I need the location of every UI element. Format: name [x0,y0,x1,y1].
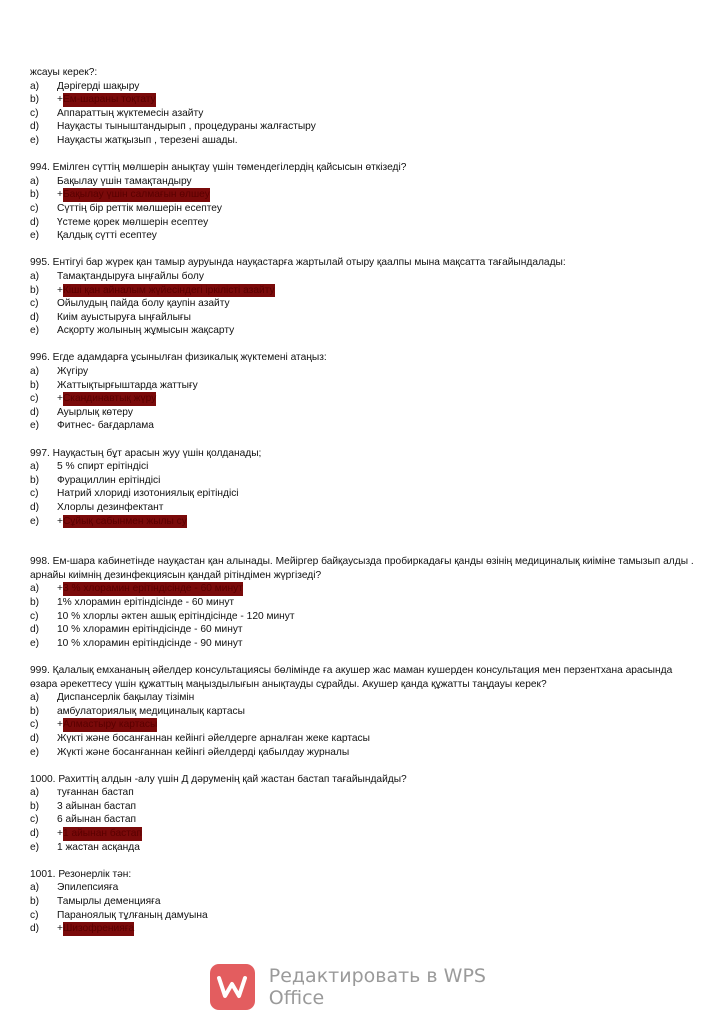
answer-option [30,582,694,596]
option-text: Бақылау үшін тамақтандыру [57,175,192,187]
option-text: Асқорту жолының жұмысын жақсарту [57,325,235,337]
option-text: Науқасты жатқызып , терезені ашады. [57,134,238,146]
correct-answer-highlight: Шизофренияға [62,923,135,935]
option-text: Киім ауыстыруға ыңғайлығы [57,311,191,323]
option-letter: a) [30,270,40,282]
option-letter: a) [30,175,40,187]
option-text: Жүгіру [57,366,89,378]
correct-marker: + [57,583,63,595]
answer-option [30,175,694,189]
correct-answer-highlight: Ем-шараны тоқтату [62,94,156,106]
option-text: Ойылудың пайда болу қаупін азайту [57,298,230,310]
option-letter: d) [30,406,40,418]
correct-answer-highlight: Кіші қан айналым жүйесіндегі іркілісті азайту [62,284,275,296]
answer-option [30,80,694,94]
option-letter: a) [30,366,40,378]
answer-option [30,107,694,121]
option-letter: c) [30,107,39,119]
option-letter: a) [30,80,40,92]
answer-option [30,895,694,909]
answer-option [30,800,694,814]
answer-option [30,827,694,841]
option-text: Диспансерлік бақылау тізімін [57,692,195,704]
correct-marker: + [57,94,63,106]
quiz-page [30,66,694,936]
option-text: Дәрігерді шақыру [57,80,140,92]
question-block [30,256,694,338]
option-letter: d) [30,502,40,513]
option-letter: c) [30,610,39,622]
option-letter: e) [30,746,40,758]
option-letter: d) [30,624,40,636]
question-text: 1001. Резонерлік тән: [30,868,132,880]
question-text: 997. Науқастың бұт арасын жуу үшін қолданады; [30,447,262,459]
wps-logo-icon [210,964,255,1010]
correct-marker: + [57,189,63,201]
option-letter: e) [30,325,40,337]
question-text: 1000. Рахиттің алдын -алу үшін Д дәруменің қай жастан бастап тағайындайды? [30,773,407,785]
answer-option [30,216,694,230]
option-letter: c) [30,488,39,500]
answer-option [30,637,694,651]
correct-marker: + [57,393,63,405]
option-text: 3 айынан бастап [57,800,137,812]
option-letter: d) [30,216,40,228]
option-letter: a) [30,882,40,894]
answer-option [30,623,694,637]
answer-option [30,365,694,379]
option-text: Ауырлық көтеру [57,406,133,418]
question-block [30,773,694,855]
option-text: Фурациллин ерітіндісі [57,474,161,486]
question-continuation: жсауы керек?: [30,67,98,78]
answer-option [30,229,694,243]
question-block [30,664,694,759]
answer-option [30,324,694,338]
option-text: Параноялық тұлғаның дамуына [57,909,208,921]
answer-option [30,284,694,298]
option-letter: b) [30,896,40,908]
answer-option [30,501,694,515]
answer-option [30,202,694,216]
answer-option [30,474,694,488]
correct-answer-highlight: Скандинавтық жүру [62,393,157,405]
correct-marker: + [57,284,63,296]
option-text: Науқасты тыныштандырып , процедураны жалғастыру [57,121,316,133]
answer-option [30,705,694,719]
answer-option [30,732,694,746]
answer-option [30,379,694,393]
answer-option [30,188,694,202]
option-letter: c) [30,814,39,826]
option-letter: b) [30,474,40,486]
option-letter: c) [30,298,39,310]
option-letter: b) [30,596,40,608]
option-text: 1 жастан асқанда [57,841,140,853]
option-letter: e) [30,134,40,146]
option-letter: b) [30,379,40,391]
question-text: 999. Қалалық емхананың әйелдер консультациясы бөлімінде ға акушер жас маман кушерден консультация мен перзентхана арасында өзара әрекеттесу үшін құжаттың маңыздылығын анықтауды сұрайды. Акушер қанда құжатты таңдауы керек? [30,664,673,690]
question-text: 998. Ем-шара кабинетінде науқастан қан алынады. Мейіргер байқаусызда пробиркадағы қанды өзінің медициналық киіміне тамызып алды . арнайы киімнің дезинфекциясын қандай рітіндімен жүргізеді? [30,556,694,581]
option-letter: e) [30,230,40,242]
option-text: Тамырлы деменцияға [57,896,161,908]
answer-option [30,691,694,705]
option-letter: c) [30,719,39,731]
option-letter: b) [30,189,40,201]
option-letter: d) [30,923,40,935]
option-text: Тамақтандыруға ыңғайлы болу [57,270,204,282]
option-letter: a) [30,583,40,595]
option-letter: e) [30,515,40,527]
option-letter: b) [30,800,40,812]
option-letter: c) [30,393,39,405]
question-block [30,555,694,650]
question-block [30,868,694,936]
correct-answer-highlight: Сұйық сабынмен жылы су [62,515,187,527]
answer-option [30,841,694,855]
option-text: 10 % хлорлы әктен ашық ерітіндісінде - 120 минут [57,610,295,622]
option-text: амбулаториялық медициналық картасы [57,705,245,717]
option-text: 6 айынан бастап [57,814,137,826]
wps-edit-label: Редактировать в WPS Office [268,965,486,1009]
correct-answer-highlight: 1 айынан бастап [62,828,142,840]
option-letter: e) [30,841,40,853]
answer-option [30,406,694,420]
option-letter: c) [30,202,39,214]
answer-option [30,813,694,827]
question-block [30,161,694,243]
option-letter: b) [30,705,40,717]
option-text: Жүкті және босанғаннан кейінгі әйелдерді қабылдау журналы [57,746,350,758]
correct-marker: + [57,923,63,935]
option-text: Фитнес- бағдарлама [57,420,154,432]
question-block [30,447,694,529]
question-text: 995. Ентігуі бар жүрек қан тамыр ауруында науқастарға жартылай отыру қаалпы мына мақсатта тағайындалады: [30,257,566,269]
option-letter: c) [30,909,39,921]
answer-option [30,515,694,529]
answer-option [30,419,694,433]
option-text: Үстеме қорек мөлшерін есептеу [57,216,209,228]
option-letter: a) [30,787,40,799]
option-text: Хлорлы дезинфектант [57,502,164,513]
answer-option [30,922,694,936]
option-letter: d) [30,311,40,323]
answer-option [30,881,694,895]
option-letter: b) [30,94,40,106]
option-text: туғаннан бастап [57,787,134,799]
correct-answer-highlight: Алмастыру картасы [62,719,158,731]
answer-option [30,610,694,624]
correct-marker: + [57,828,63,840]
question-block [30,351,694,433]
answer-option [30,460,694,474]
question-text: 996. Егде адамдарға ұсынылған физикалық жүктемені атаңыз: [30,352,327,364]
correct-marker: + [57,719,63,731]
correct-answer-highlight: 3 % хлорамин ерітіндісінде - 60 минут [62,583,243,595]
option-text: Жаттықтырғыштарда жаттығу [57,379,198,391]
answer-option [30,487,694,501]
answer-option [30,786,694,800]
answer-option [30,120,694,134]
answer-option [30,134,694,148]
correct-marker: + [57,515,63,527]
option-text: 1% хлорамин ерітіндісінде - 60 минут [57,596,235,608]
answer-option [30,746,694,760]
option-letter: e) [30,637,40,649]
answer-option [30,93,694,107]
option-text: 10 % хлорамин ерітіндісінде - 60 минут [57,624,243,636]
option-letter: d) [30,732,40,744]
option-letter: b) [30,284,40,296]
option-letter: a) [30,692,40,704]
answer-option [30,270,694,284]
option-text: 5 % спирт ерітіндісі [57,461,149,473]
option-text: Сүттің бір реттік мөлшерін есептеу [57,202,222,214]
option-text: Эпилепсияға [57,882,119,894]
answer-option [30,297,694,311]
option-text: Натрий хлориді изотониялық ерітіндісі [57,488,239,500]
option-text: Аппараттың жүктемесін азайту [57,107,204,119]
option-letter: d) [30,828,40,840]
answer-option [30,909,694,923]
option-letter: d) [30,121,40,133]
correct-answer-highlight: Бақылау үшін салмағын өлшеу [62,189,210,201]
option-text: 10 % хлорамин ерітіндісінде - 90 минут [57,637,243,649]
wps-edit-banner[interactable] [210,964,540,1010]
question-text: 994. Емілген сүттің мөлшерін анықтау үшін төмендегілердің қайсысын өткізеді? [30,162,407,174]
option-text: Қалдық сүтті есептеу [57,230,157,242]
option-letter: e) [30,420,40,432]
answer-option [30,718,694,732]
answer-option [30,311,694,325]
option-text: Жүкті және босанғаннан кейінгі әйелдерге арналған жеке картасы [57,732,370,744]
option-letter: a) [30,461,40,473]
answer-option [30,596,694,610]
answer-option [30,392,694,406]
